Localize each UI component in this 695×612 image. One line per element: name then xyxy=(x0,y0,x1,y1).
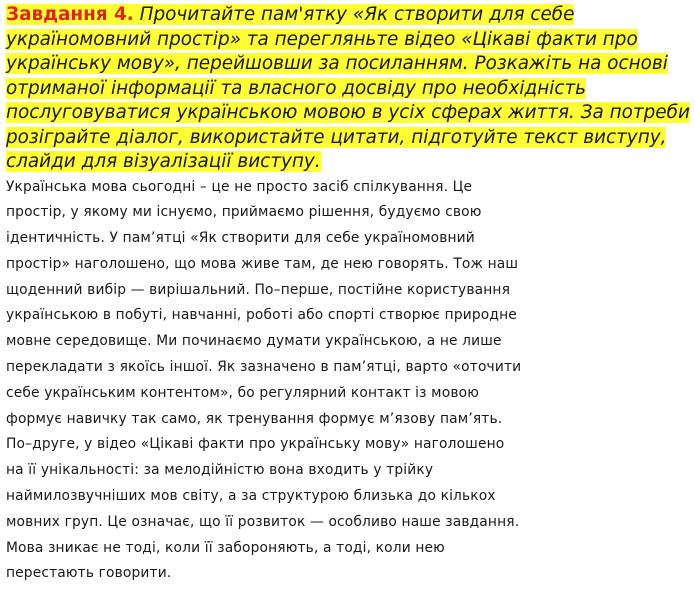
answer-line: Українська мова сьогодні – це не просто засіб спілкування. Це xyxy=(6,178,473,195)
answer-line: мовних груп. Це означає, що її розвиток — особливо наше завдання. xyxy=(6,513,520,530)
task-paragraph xyxy=(6,3,692,175)
answer-line: мовне середовище. Ми починаємо думати українською, а не лише xyxy=(6,333,502,350)
answer-line: Мова зникає не тоді, коли її забороняють, а тоді, коли нею xyxy=(6,539,445,556)
answer-line: перекладати з якоїсь іншої. Як зазначено в пам’ятці, варто «оточити xyxy=(6,359,522,376)
answer-line: формує навичку так само, як тренування формує м’язову пам’ять. xyxy=(6,410,503,427)
answer-line: простір» наголошено, що мова живе там, де нею говорять. Тож наш xyxy=(6,255,519,272)
document-page xyxy=(6,3,692,587)
answer-line: щоденний вибір — вирішальний. По–перше, постійне користування xyxy=(6,281,511,298)
answer-line: себе українським контентом», бо регулярний контакт із мовою xyxy=(6,384,479,401)
answer-line: наймилозвучніших мов світу, а за структурою близька до кількох xyxy=(6,488,496,505)
answer-line: перестають говорити. xyxy=(6,565,172,582)
answer-line: українською в побуті, навчанні, роботі або спорті створює природне xyxy=(6,307,517,324)
answer-line: на її унікальності: за мелодійністю вона входить у трійку xyxy=(6,462,434,479)
task-label: Завдання 4. xyxy=(6,4,134,25)
task-text: Прочитайте пам'ятку «Як створити для себе україномовний простір» та перегляньте відео «Цікаві факти про українську мову», перейшовши за посиланням. Розкажіть на основі отриманої інформації та власного досвіду про необхідність послуговуватися українською мовою в усіх сферах життя. За потреби розіграйте діалог, використайте цитати, підготуйте текст виступу, слайди для візуалізації виступу. xyxy=(6,4,690,172)
answer-paragraph xyxy=(6,175,692,588)
task-highlight xyxy=(6,4,690,172)
answer-line: По–друге, у відео «Цікаві факти про українську мову» наголошено xyxy=(6,436,505,453)
answer-line: ідентичність. У пам’ятці «Як створити для себе україномовний xyxy=(6,230,475,247)
answer-line: простір, у якому ми існуємо, приймаємо рішення, будуємо свою xyxy=(6,204,482,221)
